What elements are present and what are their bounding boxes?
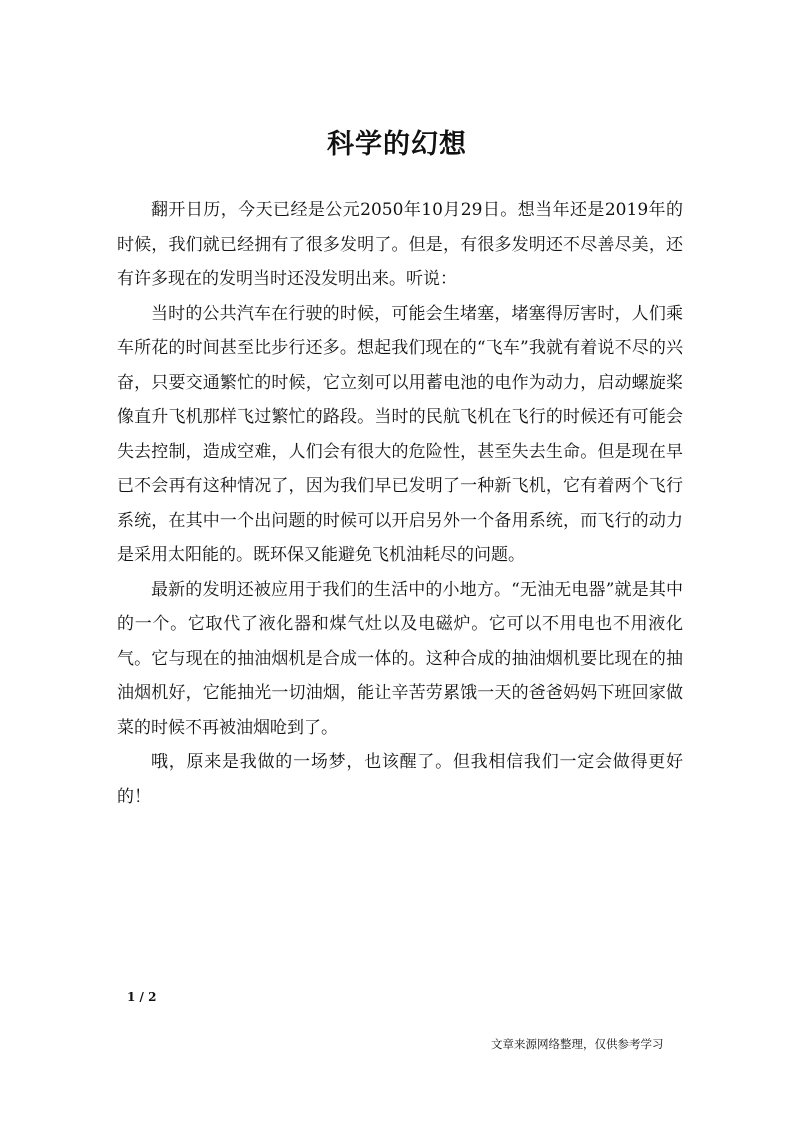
paragraph: 哦，原来是我做的一场梦，也该醒了。但我相信我们一定会做得更好的！ bbox=[117, 752, 683, 807]
document-title: 科学的幻想 bbox=[327, 129, 467, 160]
paragraph: 翻开日历，今天已经是公元2050年10月29日。想当年还是2019年的时候，我们就已经拥有了很多发明了。但是，有很多发明还不尽善尽美，还有许多现在的发明当时还没发明出来。听说： bbox=[117, 200, 683, 289]
footer-note: 文章来源网络整理，仅供参考学习 bbox=[491, 1037, 664, 1051]
page-number: 1 / 2 bbox=[127, 990, 157, 1004]
document-body bbox=[117, 193, 683, 814]
paragraph: 最新的发明还被应用于我们的生活中的小地方。“无油无电器”就是其中的一个。它取代了液化器和煤气灶以及电磁炉。它可以不用电也不用液化气。它与现在的抽油烟机是合成一体的。这种合成的抽油烟机要比现在的抽油烟机好，它能抽光一切油烟，能让辛苦劳累饿一天的爸爸妈妈下班回家做菜的时候不再被油烟呛到了。 bbox=[117, 579, 683, 738]
paragraph: 当时的公共汽车在行驶的时候，可能会生堵塞，堵塞得厉害时，人们乘车所花的时间甚至比步行还多。想起我们现在的“飞车”我就有着说不尽的兴奋，只要交通繁忙的时候，它立刻可以用蓄电池的电作为动力，启动螺旋桨像直升飞机那样飞过繁忙的路段。当时的民航飞机在飞行的时候还有可能会失去控制，造成空难，人们会有很大的危险性，甚至失去生命。但是现在早已不会再有这种情况了，因为我们早已发明了一种新飞机，它有着两个飞行系统，在其中一个出问题的时候可以开启另外一个备用系统，而飞行的动力是采用太阳能的。既环保又能避免飞机油耗尽的问题。 bbox=[117, 303, 683, 565]
